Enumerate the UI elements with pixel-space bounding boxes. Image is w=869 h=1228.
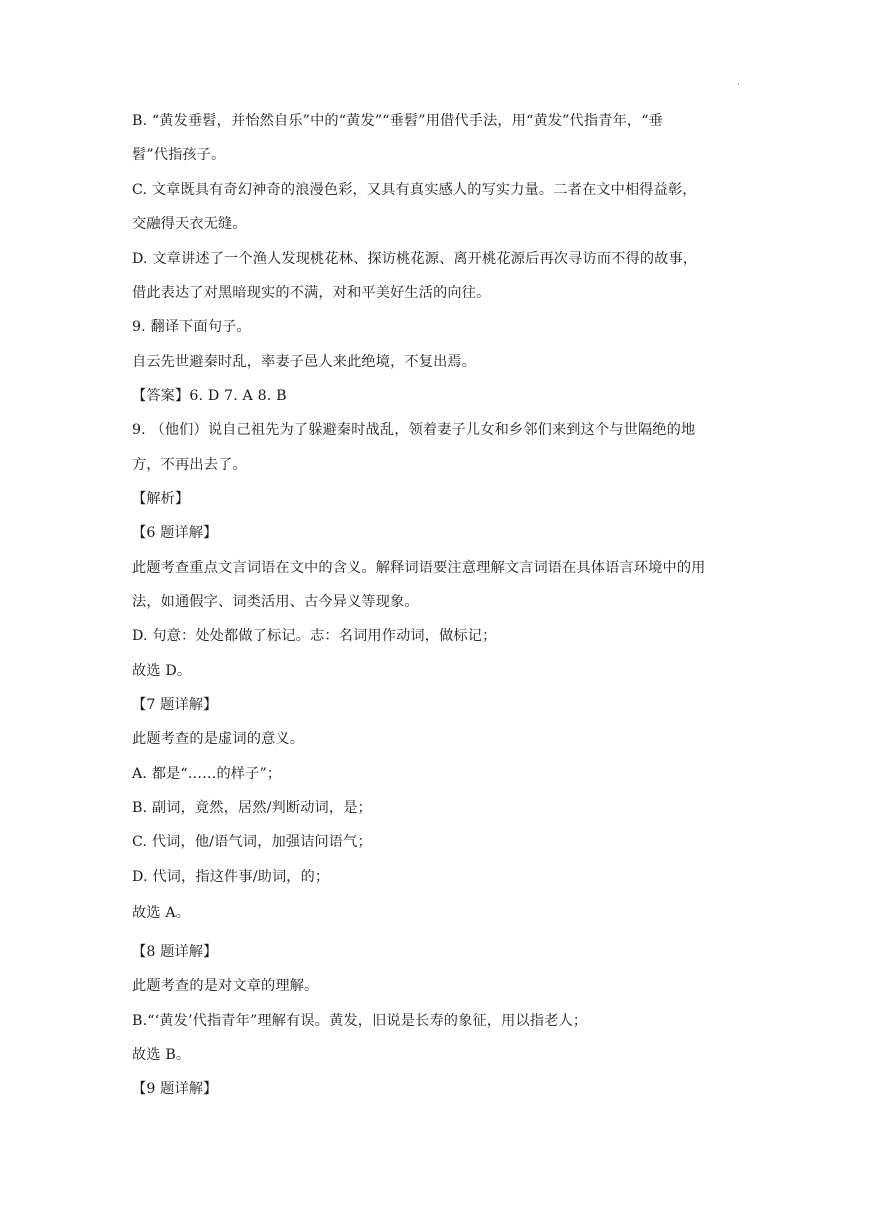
q8-detail-line-2: B.“‘黄发’代指青年”理解有误。黄发，旧说是长寿的象征，用以指老人；: [132, 1013, 588, 1029]
header-mark: ·: [737, 80, 740, 90]
q8-detail-line-1: 此题考查的是对文章的理解。: [132, 978, 319, 994]
q6-detail-line-2: 法，如通假字、词类活用、古今异义等现象。: [132, 594, 419, 610]
answer-line: 【答案】6. D 7. A 8. B: [132, 388, 287, 404]
q8-detail-heading: 【8 题详解】: [132, 944, 218, 960]
q7-detail-heading: 【7 题详解】: [132, 697, 218, 713]
analysis-heading: 【解析】: [132, 491, 190, 507]
option-b-line-2: 髫”代指孩子。: [132, 147, 226, 163]
option-b-line-1: B. “黄发垂髫，并怡然自乐”中的“黄发”“垂髫”用借代手法，用“黄发”代指青年，“垂: [132, 113, 663, 129]
question-9-title: 9. 翻译下面句子。: [132, 319, 251, 335]
q6-detail-line-3: D. 句意：处处都做了标记。志：名词用作动词，做标记；: [132, 628, 497, 644]
q6-detail-line-1: 此题考查重点文言词语在文中的含义。解释词语要注意理解文言词语在具体语言环境中的用: [132, 560, 706, 576]
q7-detail-line-1: 此题考查的是虚词的意义。: [132, 731, 305, 747]
option-c-line-1: C. 文章既具有奇幻神奇的浪漫色彩，又具有真实感人的写实力量。二者在文中相得益彰，: [132, 182, 697, 198]
answer-9-line-1: 9. （他们）说自己祖先为了躲避秦时战乱，领着妻子儿女和乡邻们来到这个与世隔绝的地: [132, 422, 696, 438]
q7-option-d: D. 代词，指这件事/助词，的；: [132, 869, 330, 885]
q7-option-b: B. 副词，竟然，居然/判断动词，是；: [132, 800, 372, 816]
answer-9-line-2: 方，不再出去了。: [132, 457, 247, 473]
q8-conclusion: 故选 B。: [132, 1047, 191, 1063]
q7-conclusion: 故选 A。: [132, 905, 191, 921]
q6-detail-heading: 【6 题详解】: [132, 525, 218, 541]
option-d-line-2: 借此表达了对黑暗现实的不满，对和平美好生活的向往。: [132, 285, 491, 301]
q7-option-c: C. 代词，他/语气词，加强诘问语气；: [132, 834, 372, 850]
q9-detail-heading: 【9 题详解】: [132, 1081, 218, 1097]
q7-option-a: A. 都是“……的样子”；: [132, 766, 282, 782]
q6-conclusion: 故选 D。: [132, 663, 192, 679]
question-9-sentence: 自云先世避秦时乱，率妻子邑人来此绝境，不复出焉。: [132, 354, 477, 370]
option-c-line-2: 交融得天衣无缝。: [132, 216, 247, 232]
option-d-line-1: D. 文章讲述了一个渔人发现桃花林、探访桃花源、离开桃花源后再次寻访而不得的故事，: [132, 251, 698, 267]
